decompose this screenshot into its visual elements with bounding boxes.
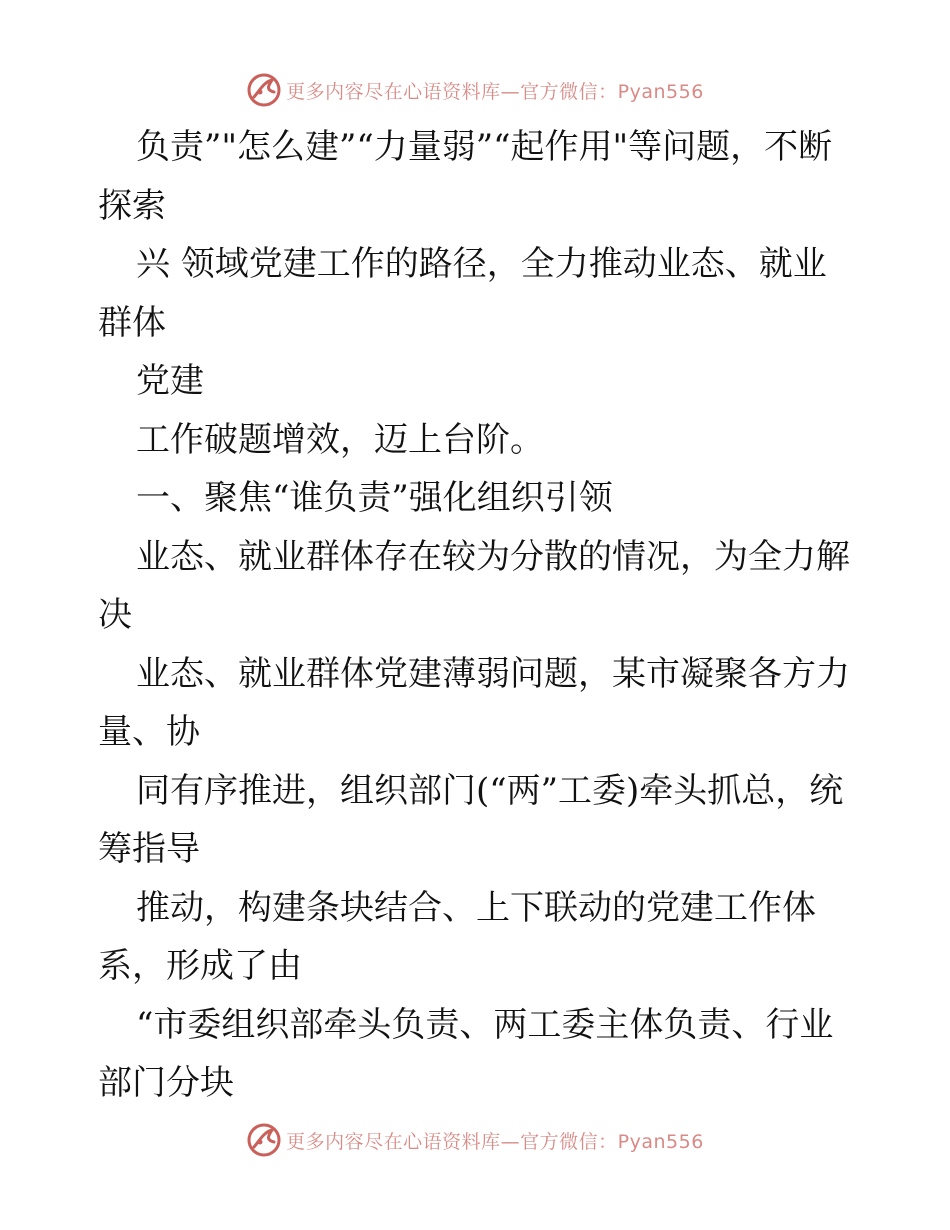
footer-watermark-text: 更多内容尽在心语资料库—官方微信：Pyan556 <box>286 1130 704 1153</box>
paragraph: 推动，构建条块结合、上下联动的党建工作体系，形成了由 <box>98 887 816 986</box>
footer-watermark <box>0 1120 950 1160</box>
signature-logo-icon <box>246 72 282 108</box>
document-body <box>98 118 858 1113</box>
paragraph: 业态、就业群体党建薄弱问题，某市凝聚各方力量、协 <box>98 653 850 752</box>
paragraph: 业态、就业群体存在较为分散的情况，为全力解决 <box>98 536 850 635</box>
header-watermark-text: 更多内容尽在心语资料库—官方微信：Pyan556 <box>286 80 704 103</box>
header-watermark <box>0 70 950 110</box>
signature-logo-icon <box>246 1122 282 1158</box>
paragraph: 负责”"怎么建”“力量弱”“起作用"等问题，不断探索 <box>98 127 833 226</box>
paragraph: 同有序推进，组织部门(“两”工委)牵头抓总，统筹指导 <box>98 770 844 869</box>
paragraph: “市委组织部牵头负责、两工委主体负责、行业部门分块 <box>98 1004 834 1103</box>
section-heading: 一、聚焦“谁负责”强化组织引领 <box>136 478 613 518</box>
paragraph: 工作破题增效，迈上台阶。 <box>136 419 544 460</box>
paragraph: 党建 <box>136 361 204 401</box>
paragraph: 兴 领域党建工作的路径，全力推动业态、就业群体 <box>98 244 827 343</box>
